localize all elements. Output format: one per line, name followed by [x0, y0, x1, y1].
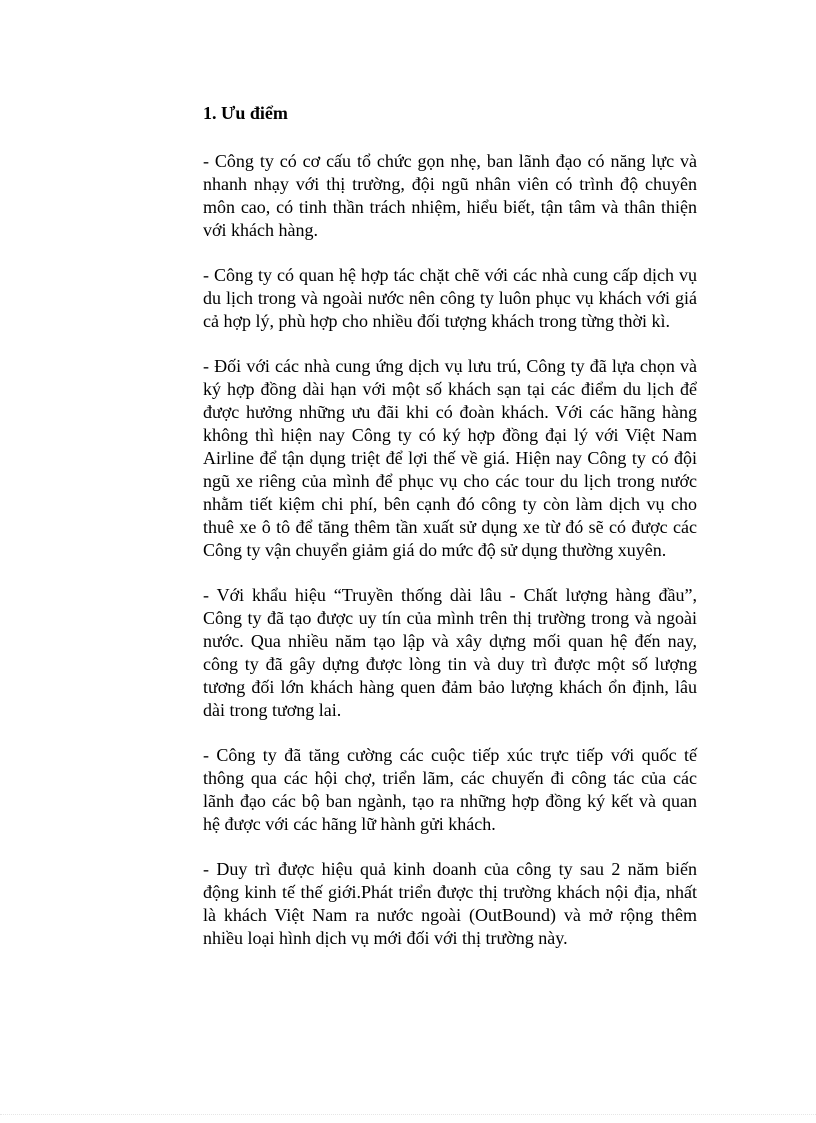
section-heading: 1. Ưu điểm	[203, 103, 288, 123]
paragraph-3: - Đối với các nhà cung ứng dịch vụ lưu trú, Công ty đã lựa chọn và ký hợp đồng dài hạn với một số khách sạn tại các điểm du lịch để được hưởng những ưu đãi khi có đoàn khách. Với các hãng hàng không thì hiện nay Công ty có ký hợp đồng đại lý với Việt Nam Airline để tận dụng triệt để lợi thế về giá. Hiện nay Công ty có đội ngũ xe riêng của mình để phục vụ cho các tour du lịch trong nước nhằm tiết kiệm chi phí, bên cạnh đó công ty còn làm dịch vụ cho thuê xe ô tô để tăng thêm tần xuất sử dụng xe từ đó sẽ có được các Công ty vận chuyển giảm giá do mức độ sử dụng thường xuyên.	[203, 356, 697, 560]
page-bottom-divider	[0, 1114, 816, 1115]
document-body	[203, 102, 697, 972]
paragraph-1: - Công ty có cơ cấu tổ chức gọn nhẹ, ban lãnh đạo có năng lực và nhanh nhạy với thị trường, đội ngũ nhân viên có trình độ chuyên môn cao, có tinh thần trách nhiệm, hiểu biết, tận tâm và thân thiện với khách hàng.	[203, 151, 697, 240]
paragraph-2: - Công ty có quan hệ hợp tác chặt chẽ với các nhà cung cấp dịch vụ du lịch trong và ngoài nước nên công ty luôn phục vụ khách với giá cả hợp lý, phù hợp cho nhiều đối tượng khách trong từng thời kì.	[203, 265, 697, 331]
paragraph-5: - Công ty đã tăng cường các cuộc tiếp xúc trực tiếp với quốc tế thông qua các hội chợ, triển lãm, các chuyến đi công tác của các lãnh đạo các bộ ban ngành, tạo ra những hợp đồng ký kết và quan hệ được với các hãng lữ hành gửi khách.	[203, 745, 697, 834]
paragraph-6: - Duy trì được hiệu quả kinh doanh của công ty sau 2 năm biến động kinh tế thế giới.Phát triển được thị trường khách nội địa, nhất là khách Việt Nam ra nước ngoài (OutBound) và mở rộng thêm nhiều loại hình dịch vụ mới đối với thị trường này.	[203, 859, 697, 948]
paragraph-4: - Với khẩu hiệu “Truyền thống dài lâu - Chất lượng hàng đầu”, Công ty đã tạo được uy tín của mình trên thị trường trong và ngoài nước. Qua nhiều năm tạo lập và xây dựng mối quan hệ đến nay, công ty đã gây dựng được lòng tin và duy trì được một số lượng tương đối lớn khách hàng quen đảm bảo lượng khách ổn định, lâu dài trong tương lai.	[203, 585, 697, 720]
